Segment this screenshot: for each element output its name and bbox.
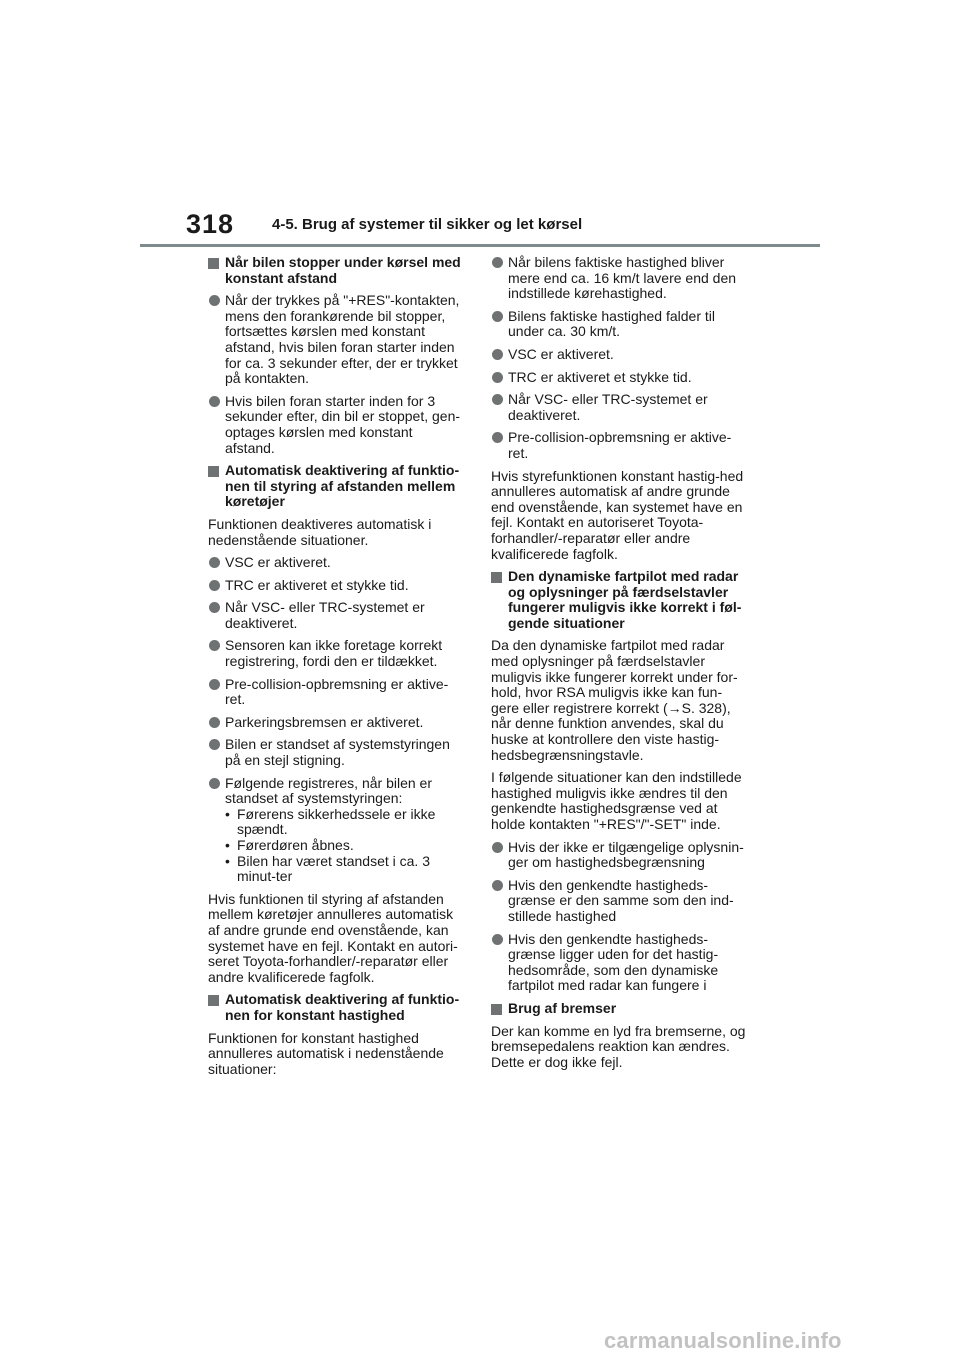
- circle-bullet-icon: [209, 602, 220, 613]
- square-bullet-icon: [208, 466, 219, 477]
- circle-bullet-icon: [492, 842, 503, 853]
- circle-bullet-icon: [209, 717, 220, 728]
- bullet-item: TRC er aktiveret et stykke tid.: [208, 578, 463, 594]
- right-column: [491, 255, 746, 1077]
- bullet-item: Pre-collision-opbremsning er aktive-ret.: [208, 677, 463, 708]
- paragraph: Funktionen for konstant hastighed annulleres automatisk i nedenstående situationer:: [208, 1029, 444, 1077]
- bullet-item: Når VSC- eller TRC-systemet er deaktiveret.: [491, 392, 746, 423]
- section-heading: Brug af bremser: [491, 1001, 746, 1017]
- bullet-item: Hvis bilen foran starter inden for 3 sekunder efter, din bil er stoppet, gen-optages kørslen med konstant afstand.: [208, 394, 463, 456]
- bullet-item: VSC er aktiveret.: [491, 347, 746, 363]
- bullet-item: TRC er aktiveret et stykke tid.: [491, 370, 746, 386]
- paragraph: I følgende situationer kan den indstillede hastighed muligvis ikke ændres til den genkendte hastighedsgrænse ved at holde kontakten "+RES"/"-SET" inde.: [491, 769, 742, 832]
- bullet-item: Hvis den genkendte hastigheds-grænse er den samme som den ind-stillede hastighed: [491, 878, 746, 925]
- header-rule: [140, 244, 820, 247]
- circle-bullet-icon: [209, 778, 220, 789]
- circle-bullet-icon: [492, 880, 503, 891]
- section-heading: Automatisk deaktivering af funktio-nen for konstant hastighed: [208, 992, 463, 1023]
- left-column: [208, 255, 463, 1084]
- circle-bullet-icon: [492, 311, 503, 322]
- bullet-item: Hvis der ikke er tilgængelige oplysnin-ger om hastighedsbegrænsning: [491, 840, 746, 871]
- section-heading: Automatisk deaktivering af funktio-nen til styring af afstanden mellem køretøjer: [208, 463, 463, 510]
- circle-bullet-icon: [209, 679, 220, 690]
- bullet-item: Sensoren kan ikke foretage korrekt registrering, fordi den er tildækket.: [208, 638, 463, 669]
- circle-bullet-icon: [209, 739, 220, 750]
- paragraph: Funktionen deaktiveres automatisk i nedenstående situationer.: [208, 515, 432, 548]
- circle-bullet-icon: [209, 396, 220, 407]
- bullet-item: Bilen er standset af systemstyringen på en stejl stigning.: [208, 737, 463, 768]
- section-heading: Den dynamiske fartpilot med radar og oplysninger på færdselstavler fungerer muligvis ikke korrekt i føl-gende situationer: [491, 569, 746, 631]
- circle-bullet-icon: [209, 640, 220, 651]
- square-bullet-icon: [208, 995, 219, 1006]
- bullet-item: Følgende registreres, når bilen er standset af systemstyringen: • Førerens sikkerhedssele er ikke spændt. • Førerdøren åbnes. • Bilen har været standset i ca. 3 minut-ter: [208, 776, 463, 885]
- circle-bullet-icon: [209, 580, 220, 591]
- bullet-item: Når der trykkes på "+RES"-kontakten, mens den forankørende bil stopper, fortsættes kørslen med konstant afstand, hvis bilen foran starter inden for ca. 3 sekunder efter, der er trykket på kontakten.: [208, 293, 463, 387]
- circle-bullet-icon: [209, 295, 220, 306]
- bullet-item: Pre-collision-opbremsning er aktive-ret.: [491, 430, 746, 461]
- bullet-item: Når bilens faktiske hastighed bliver mere end ca. 16 km/t lavere end den indstillede kørehastighed.: [491, 255, 746, 302]
- bullet-item: Bilens faktiske hastighed falder til under ca. 30 km/t.: [491, 309, 746, 340]
- circle-bullet-icon: [492, 394, 503, 405]
- circle-bullet-icon: [209, 557, 220, 568]
- page-number: 318: [186, 209, 235, 239]
- circle-bullet-icon: [492, 349, 503, 360]
- circle-bullet-icon: [492, 257, 503, 268]
- circle-bullet-icon: [492, 934, 503, 945]
- bullet-item: Når VSC- eller TRC-systemet er deaktiveret.: [208, 600, 463, 631]
- square-bullet-icon: [491, 572, 502, 583]
- paragraph: Hvis funktionen til styring af afstanden mellem køretøjer annulleres automatisk af andre grunde end ovenstående, kan systemet have en fejl. Kontakt en autori-seret Toyota-forhandler/-reparatør eller andre kvalificerede fagfolk.: [208, 890, 458, 985]
- watermark: carmanualsonline.info: [604, 1328, 842, 1353]
- bullet-item: VSC er aktiveret.: [208, 555, 463, 571]
- sub-item: • Førerdøren åbnes.: [225, 837, 354, 853]
- sub-item: • Bilen har været standset i ca. 3 minut-ter: [225, 852, 430, 885]
- circle-bullet-icon: [492, 372, 503, 383]
- square-bullet-icon: [491, 1004, 502, 1015]
- bullet-item: Hvis den genkendte hastigheds-grænse ligger uden for det hastig-hedsområde, som den dynamiske fartpilot med radar kan fungere i: [491, 932, 746, 994]
- paragraph: Da den dynamiske fartpilot med radar med oplysninger på færdselstavler muligvis ikke fungerer korrekt under for-hold, hvor RSA muligvis ikke kan fun-gere eller registrere korrekt (→S. 328), når denne funktion anvendes, skal du huske at kontrollere den viste hastig-hedsbegrænsningstavle.: [491, 637, 738, 763]
- sub-item: • Førerens sikkerhedssele er ikke spændt.: [225, 805, 436, 838]
- paragraph: Der kan komme en lyd fra bremserne, og bremsepedalens reaktion kan ændres. Dette er dog ikke fejl.: [491, 1022, 746, 1070]
- section-heading: Når bilen stopper under kørsel med konstant afstand: [208, 255, 463, 286]
- square-bullet-icon: [208, 258, 219, 269]
- bullet-item: Parkeringsbremsen er aktiveret.: [208, 715, 463, 731]
- page-header: [0, 0, 960, 250]
- circle-bullet-icon: [492, 432, 503, 443]
- section-title: 4-5. Brug af systemer til sikker og let kørsel: [272, 216, 583, 233]
- paragraph: Hvis styrefunktionen konstant hastig-hed annulleres automatisk af andre grunde end ovenstående, kan systemet have en fejl. Kontakt en autoriseret Toyota-forhandler/-reparatør eller andre kvalificerede fagfolk.: [491, 467, 744, 562]
